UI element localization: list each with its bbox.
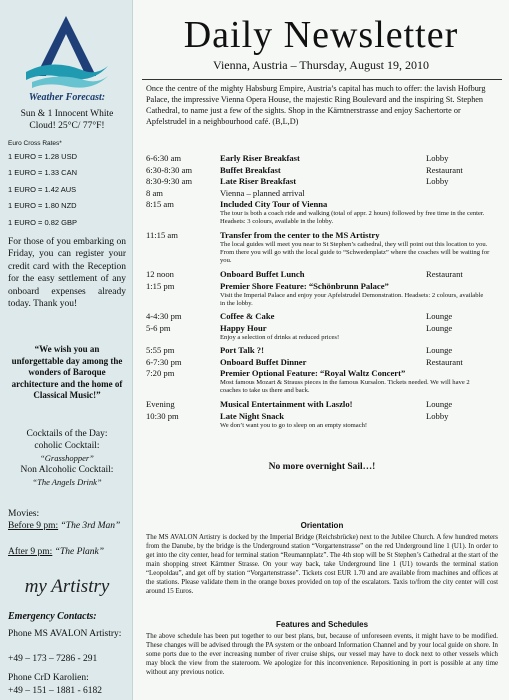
schedule-time: Evening (146, 399, 175, 409)
orientation-text: The MS AVALON Artistry is docked by the Imperial Bridge (Reichsbrücke) next to the Jubilee Church. A few hundred meters from the Danube, by the bridge is the Underground station “Vorgartenstrasse” on the red Underground line 1 (U1). In order to get into the city center, head for terminal station “Reumannplatz”. The 4th stop will be St Stephen’s Cathedral at the start of the main shopping street Kärntner Strasse. On your way back, take Underground line 1 (U1) towards the terminal station “Leopoldau”, and get off by station “Vorgartenstrasse”. Tickets cost EUR 1.70 and are available from machines and offices at the stations. Please validate them in the orange boxes provided on top of the escalators. Taxis to/from the city center will cost around 15 Euros. (146, 534, 498, 595)
nonalc-cocktail-name: “The Angels Drink” (32, 477, 102, 487)
schedule-event: Early Riser Breakfast (220, 153, 300, 163)
newsletter-date: Vienna, Austria – Thursday, August 19, 2010 (213, 58, 429, 72)
features-text: The above schedule has been put together to our best plans, but, because of unforeseen events, it might have to be modified. These changes will be advised through the PA system or the onboard Information Channel and by your local guide on shore. In some ports due to the ever increasing number of river cruise ships, our vessel may have to dock next to other vessels which may block the view from the stateroom. We apologize for this inconvenience. Repositioning in port is possible at any time without any previous notice. (146, 633, 498, 676)
schedule-venue: Lobby (426, 176, 449, 186)
schedule-time: 11:15 am (146, 229, 178, 240)
no-sail-note: No more overnight Sail…! (268, 462, 376, 472)
schedule-event: Vienna – planned arrival (220, 187, 305, 198)
orientation-title: Orientation (300, 521, 344, 530)
movie-2-title: “The Plank” (54, 547, 105, 557)
rates-list (8, 149, 126, 231)
wish-text: “We wish you an unforgettable day among the wonders of Baroque architecture and the home of Classical Music!” (11, 344, 123, 400)
masthead (140, 14, 502, 73)
schedule-venue: Restaurant (426, 164, 463, 175)
schedule-venue: Restaurant (426, 356, 463, 367)
schedule-event: Included City Tour of Vienna (220, 199, 328, 209)
schedule-event: Onboard Buffet Dinner (220, 356, 307, 367)
cocktail-label: Cocktails of the Day: (26, 429, 108, 439)
schedule-time: 5:55 pm (146, 345, 175, 356)
contact-1-number: +49 – 173 – 7286 - 291 (8, 654, 98, 664)
schedule-description: The local guides will meet you near to St Stephen’s cathedral, they will point out this location to you. From there you will go with the local guide to “Schwedenplatz” where the coaches will be waiting for you. (220, 240, 490, 265)
brand-logo: my Artistry (24, 576, 110, 597)
schedule-venue: Restaurant (426, 269, 463, 279)
schedule-event: Happy Hour (220, 322, 267, 333)
schedule-venue: Lounge (426, 311, 453, 322)
schedule-time: 7:20 pm (146, 368, 175, 379)
schedule-time: 1:15 pm (146, 280, 175, 291)
schedule-event: Onboard Buffet Lunch (220, 269, 305, 279)
schedule-description: Most famous Mozart & Strauss pieces in the famous Kursalon. Tickets needed. We will have 2 coaches to take us there and back. (220, 379, 470, 395)
schedule-venue: Lounge (426, 399, 453, 409)
schedule-time: 6:30-8:30 am (146, 164, 193, 175)
alc-cocktail-label: coholic Cocktail: (34, 441, 100, 451)
divider (142, 79, 502, 80)
movies-label: Movies: (8, 509, 40, 519)
rate-nzd: 1 EURO = 1.80 NZD (8, 201, 77, 211)
schedule-event: Premier Optional Feature: “Royal Waltz Concert” (220, 368, 406, 379)
schedule-venue: Lobby (426, 153, 449, 163)
schedule-event: Transfer from the center to the MS Artistry (220, 229, 380, 240)
schedule-event: Premier Shore Feature: “Schönbrunn Palace” (220, 280, 389, 291)
sidebar (0, 0, 133, 700)
schedule-time: 4-4:30 pm (146, 311, 182, 322)
schedule-event: Late Night Snack (220, 410, 284, 421)
schedule-time: 10:30 pm (146, 410, 179, 421)
schedule-event: Port Talk ?! (220, 345, 264, 356)
rate-usd: 1 EURO = 1.28 USD (8, 152, 77, 161)
weather-text: Sun & 1 Innocent White Cloud! 25°C/ 77°F! (20, 109, 114, 131)
schedule-time: 12 noon (146, 269, 174, 279)
avalon-logo-icon (22, 14, 110, 90)
schedule-venue: Lobby (426, 410, 449, 421)
newsletter-title: Daily Newsletter (183, 14, 459, 56)
movie-2-time: After 9 pm: (8, 547, 53, 557)
schedule-time: 8:30-9:30 am (146, 176, 193, 186)
rate-can: 1 EURO = 1.33 CAN (8, 168, 77, 178)
rate-gbp: 1 EURO = 0.82 GBP (8, 217, 77, 227)
alc-cocktail-name: “Grasshopper” (40, 453, 94, 463)
contact-2-label: Phone CrD Karolien: (8, 673, 89, 683)
movie-1-title: “The 3rd Man” (60, 521, 121, 531)
schedule-time: 6-7:30 pm (146, 356, 182, 367)
schedule-event: Late Riser Breakfast (220, 176, 297, 186)
schedule-event: Musical Entertainment with Laszlo! (220, 399, 353, 409)
rate-aus: 1 EURO = 1.42 AUS (8, 184, 77, 194)
friday-note: For those of you embarking on Friday, you can register your credit card with the Reception for the easy settlement of any onboard expenses already today. Thank you! (8, 237, 126, 310)
weather-heading: Weather Forecast: (28, 92, 106, 103)
emergency-heading: Emergency Contacts: (8, 611, 97, 622)
schedule-description: We don’t want you to go to sleep on an empty stomach! (220, 421, 368, 429)
contact-1-label: Phone MS AVALON Artistry: (8, 629, 122, 639)
features-title: Features and Schedules (275, 620, 369, 629)
schedule-time: 8:15 am (146, 199, 174, 209)
movie-1 (8, 520, 126, 532)
movie-2 (8, 546, 126, 558)
rates-heading: Euro Cross Rates* (8, 140, 62, 147)
schedule-description: Enjoy a selection of drinks at reduced prices! (220, 333, 340, 341)
schedule-time: 5-6 pm (146, 322, 171, 333)
contact-2-number: +49 – 151 – 1881 - 6182 (8, 686, 103, 696)
nonalc-cocktail-label: Non Alcoholic Cocktail: (20, 465, 114, 475)
schedule-description: Visit the Imperial Palace and enjoy your Apfelstrudel Demonstration. Headsets: 2 colours, available in the lobby. (220, 291, 484, 307)
intro-text: Once the centre of the mighty Habsburg Empire, Austria’s capital has much to offer: the lavish Hofburg Palace, the impressive Vienna Opera House, the majestic Ring Boulevard and the inspiring St. Stephen Cathedral, to name just a few of the sights. Shop in the Kärntnerstrasse and enjoy Sachertorte or Apfelstrudel in a neighbourhood café. (B,L,D) (146, 84, 486, 126)
schedule-time: 6-6:30 am (146, 153, 182, 163)
schedule-venue: Lounge (426, 345, 453, 356)
schedule-venue: Lounge (426, 322, 453, 333)
schedule-event: Coffee & Cake (220, 311, 275, 322)
schedule-time: 8 am (146, 187, 163, 198)
movie-1-time: Before 9 pm: (8, 521, 59, 531)
schedule-description: The tour is both a coach ride and walking (total of appr. 2 hours) followed by free time in the center. Headsets: 3 colours, available in the lobby. (220, 210, 485, 226)
schedule-event: Buffet Breakfast (220, 164, 281, 175)
